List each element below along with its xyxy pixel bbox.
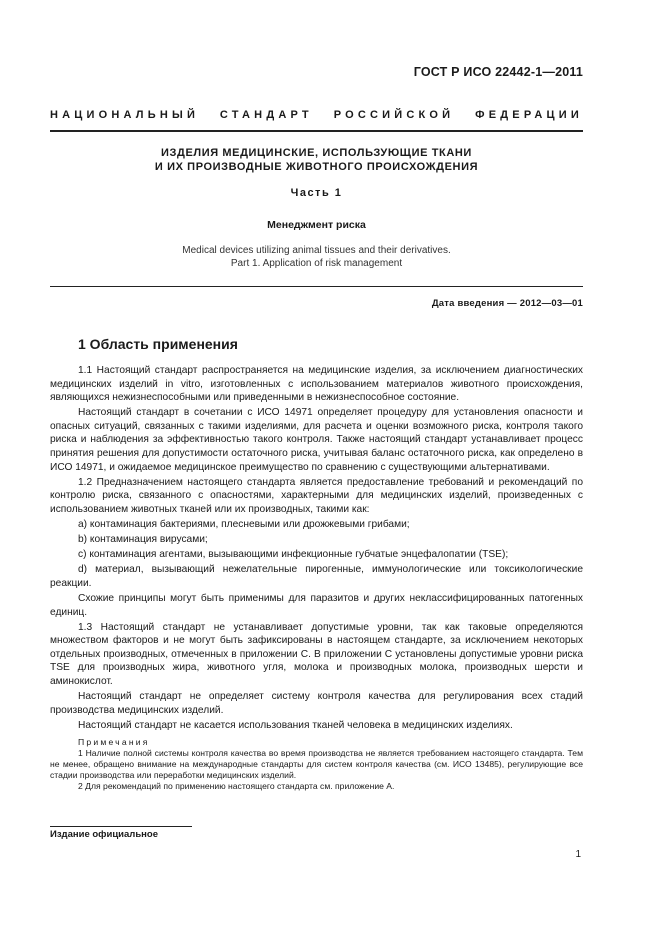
document-title: [50, 146, 583, 174]
list-item: d) материал, вызывающий нежелательные пирогенные, иммунологические или токсикологические реакции.: [50, 564, 583, 589]
middle-divider: [50, 286, 583, 287]
paragraph: 1.3 Настоящий стандарт не устанавливает допустимые уровни, так как таковые определяются множеством факторов и не могут быть зафиксированы в настоящем стандарте, за исключением некоторых отдельных производных, отмеченных в приложении С. В приложении С установлены допустимые уровни риска TSE для производных жира, животного угля, молока и производных молока, производных шерсти и аминокислот.: [50, 621, 583, 688]
document-id: ГОСТ Р ИСО 22442-1—2011: [413, 65, 583, 79]
section-body: [50, 364, 583, 792]
english-title-line-2: Part 1. Application of risk management: [230, 258, 403, 269]
list-item: b) контаминация вирусами;: [78, 534, 208, 546]
part-label: Часть 1: [290, 187, 343, 199]
notes-block: [50, 737, 583, 792]
paragraph: Настоящий стандарт не определяет систему контроля качества для регулирования всех стадий производства медицинских изделий.: [50, 691, 583, 716]
edition-label: Издание официальное: [50, 829, 158, 840]
paragraph: 1.1 Настоящий стандарт распространяется на медицинские изделия, за исключением диагностических медицинских изделий in vitro, изготовленных с использованием материалов животного происхождения, являющихся нежизнеспособными или приведенными в нежизнеспособное состояние.: [50, 365, 583, 404]
section-title: 1 Область применения: [78, 336, 238, 352]
paragraph: Настоящий стандарт не касается использования тканей человека в медицинских изделиях.: [78, 719, 513, 731]
list-item: a) контаминация бактериями, плесневыми или дрожжевыми грибами;: [78, 519, 410, 531]
title-line-1: ИЗДЕЛИЯ МЕДИЦИНСКИЕ, ИСПОЛЬЗУЮЩИЕ ТКАНИ: [161, 147, 472, 159]
list-item: c) контаминация агентами, вызывающими инфекционные губчатые энцефалопатии (TSE);: [78, 549, 509, 561]
page-number: 1: [575, 849, 581, 860]
notes-heading: Примечания: [78, 737, 150, 748]
top-divider: [50, 130, 583, 132]
footer-divider: [50, 826, 192, 827]
document-subtitle: Менеджмент риска: [267, 219, 366, 231]
paragraph: 1.2 Предназначением настоящего стандарта является предоставление требований и рекомендаций по контролю риска, связанного с опасностями, характерными для медицинских изделий, произведенных с использованием животных тканей или их производных, такими как:: [50, 476, 583, 515]
title-line-2: И ИХ ПРОИЗВОДНЫЕ ЖИВОТНОГО ПРОИСХОЖДЕНИЯ: [154, 161, 479, 173]
note-item: 2 Для рекомендаций по применению настоящего стандарта см. приложение А.: [78, 781, 395, 792]
english-title-line-1: Medical devices utilizing animal tissues and their derivatives.: [182, 245, 451, 256]
english-title: [50, 244, 583, 270]
paragraph: Настоящий стандарт в сочетании с ИСО 14971 определяет процедуру для установления опасности и опасных ситуаций, связанных с такими изделиями, для расчета и оценки возможного риска, контроля такого риска и наблюдения за эффективностью такого контроля. Также настоящий стандарт устанавливает процесс принятия решения для допустимости остаточного риска, учитывая баланс остаточного риска, как определено в ИСО 14971, и ожидаемое медицинское преимущество по сравнению с существующими альтернативами.: [50, 407, 583, 473]
national-standard-banner: НАЦИОНАЛЬНЫЙ СТАНДАРТ РОССИЙСКОЙ ФЕДЕРАЦИИ: [50, 109, 583, 121]
note-item: 1 Наличие полной системы контроля качества во время производства не является требованием настоящего стандарта. Тем не менее, обращено внимание на международные стандарты для систем контроля качества (см. ИСО 13485), регулирующие все стадии производства или переработки медицинских изделий.: [50, 748, 583, 781]
intro-date: Дата введения — 2012—03—01: [431, 298, 583, 309]
paragraph: Схожие принципы могут быть применимы для паразитов и других неклассифицированных патогенных единиц.: [50, 593, 583, 618]
